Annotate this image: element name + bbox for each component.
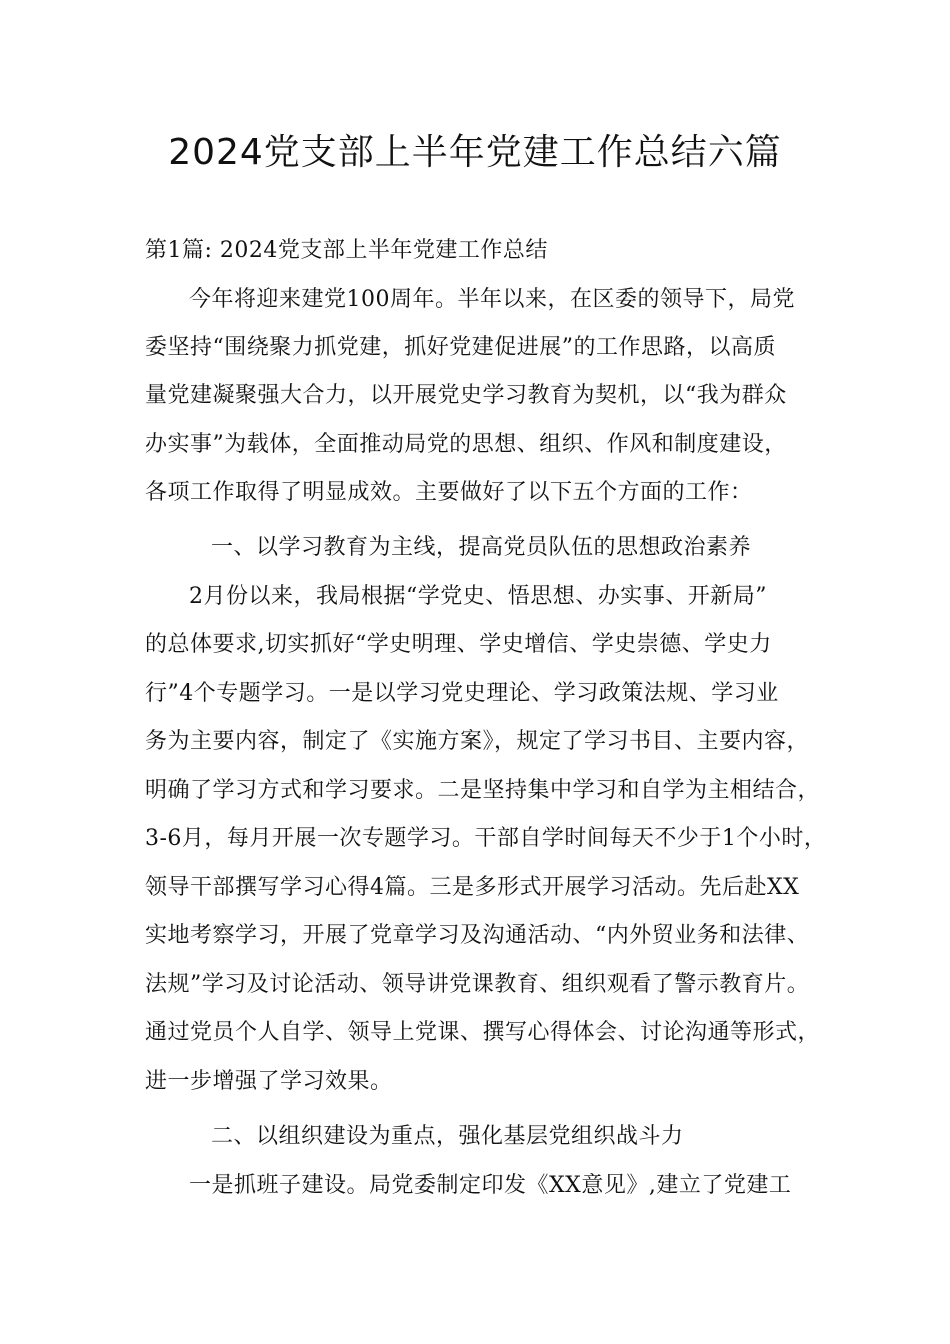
paragraph-line: 各项工作取得了明显成效。主要做好了以下五个方面的工作： (145, 480, 753, 505)
document-title: 2024党支部上半年党建工作总结六篇 (168, 132, 782, 173)
paragraph-line: 3-6月，每月开展一次专题学习。干部自学时间每天不少于1个小时， (145, 826, 827, 851)
paragraph-line: 量党建凝聚强大合力，以开展党史学习教育为契机，以“我为群众 (145, 383, 787, 408)
subheading-two: 二、以组织建设为重点，强化基层党组织战斗力 (211, 1124, 684, 1149)
paragraph-line: 实地考察学习，开展了党章学习及沟通活动、“内外贸业务和法律、 (145, 923, 810, 948)
paragraph-line: 行”4个专题学习。一是以学习党史理论、学习政策法规、学习业 (145, 681, 779, 706)
subheading-one: 一、以学习教育为主线，提高党员队伍的思想政治素养 (211, 535, 752, 560)
paragraph-line: 今年将迎来建党100周年。半年以来，在区委的领导下，局党 (189, 287, 795, 312)
paragraph-line: 领导干部撰写学习心得4篇。三是多形式开展学习活动。先后赴XX (145, 875, 800, 900)
paragraph-line: 法规”学习及讨论活动、领导讲党课教育、组织观看了警示教育片。 (145, 972, 810, 997)
paragraph-line: 通过党员个人自学、领导上党课、撰写心得体会、讨论沟通等形式， (145, 1020, 821, 1045)
paragraph-line: 明确了学习方式和学习要求。二是坚持集中学习和自学为主相结合， (145, 778, 821, 803)
section-heading-part1: 第1篇: 2024党支部上半年党建工作总结 (145, 238, 548, 263)
paragraph-line: 务为主要内容，制定了《实施方案》，规定了学习书目、主要内容， (145, 729, 810, 754)
paragraph-line: 一是抓班子建设。局党委制定印发《XX意见》,建立了党建工 (189, 1173, 792, 1198)
paragraph-line: 委坚持“围绕聚力抓党建，抓好党建促进展”的工作思路，以高质 (145, 335, 776, 360)
paragraph-line: 进一步增强了学习效果。 (145, 1069, 393, 1094)
paragraph-line: 办实事”为载体，全面推动局党的思想、组织、作风和制度建设， (145, 432, 787, 457)
paragraph-line: 的总体要求,切实抓好“学史明理、学史增信、学史崇德、学史力 (145, 632, 772, 657)
paragraph-line: 2月份以来，我局根据“学党史、悟思想、办实事、开新局” (189, 584, 767, 609)
